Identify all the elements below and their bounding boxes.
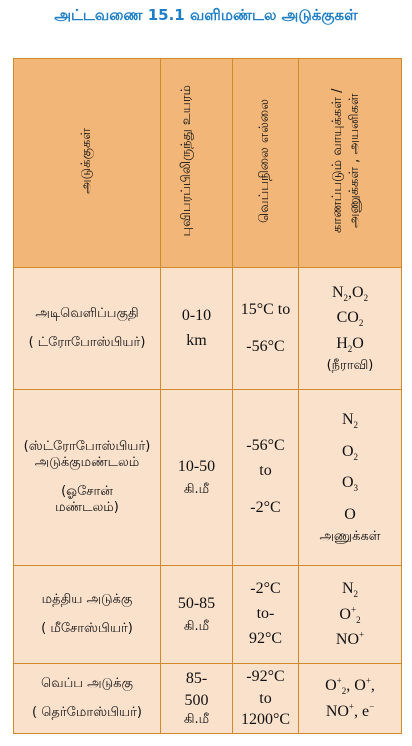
altitude-cell: 0-10 km (161, 268, 233, 390)
gas-formula: $N_2$ (341, 580, 359, 600)
altitude-cell: 85- 500 கி.மீ (161, 664, 233, 734)
gas-note: அணுக்கள் (319, 529, 381, 545)
header-row (14, 59, 402, 268)
gas-formula: $O_2$ (341, 442, 359, 462)
gas-formula: $O^+_2$ (339, 604, 361, 625)
table-title: அட்டவணை 15.1 வளிமண்டல அடுக்குகள் (54, 6, 358, 24)
gas-formula: $N_2,O_2$ (331, 283, 369, 303)
table-row (14, 664, 402, 734)
temperature-cell: -56°C to -2°C (233, 390, 299, 566)
gas-formula: $O^+_2$, O+, (325, 675, 375, 697)
header-gases: காணப்படும் வாயுக்கள் / அணுக்கள் , அயனிகள் (299, 59, 402, 268)
header-temperature: வெப்பநிலை எல்லை (233, 59, 299, 268)
gas-formula: $H_2O$ (336, 334, 364, 355)
temperature-cell: -2°C to- 92°C (233, 566, 299, 664)
header-layers: அடுக்குகள் (14, 59, 161, 268)
gas-formula: $N_2$ (341, 410, 359, 431)
table-row (14, 566, 402, 664)
altitude-cell: 10-50 கி.மீ (161, 390, 233, 566)
gases-cell (299, 268, 402, 390)
temperature-cell: 15°C to -56°C (233, 268, 299, 390)
layer-cell: அடிவெளிப்பகுதி ( ட்ரோபோஸ்பியர்) (14, 268, 161, 390)
altitude-cell: 50-85 கி.மீ (161, 566, 233, 664)
gas-formula: $O_3$ (341, 474, 359, 494)
atmosphere-layers-table (13, 58, 402, 734)
gases-cell (299, 664, 402, 734)
gas-formula: $CO_2$ (336, 309, 364, 329)
table-row (14, 390, 402, 566)
layer-cell: (ஸ்ட்ரோபோஸ்பியர்) அடுக்குமண்டலம் (ஓசோன் மண்டலம்) (14, 390, 161, 566)
gas-formula: NO+, e− (325, 701, 375, 720)
gas-note: (நீராவி) (326, 358, 374, 374)
layer-cell: வெப்ப அடுக்கு ( தெர்மோஸ்பியர்) (14, 664, 161, 734)
header-altitude: புவிபரப்பிலிருந்து உயரம் (161, 59, 233, 268)
gases-cell (299, 390, 402, 566)
temperature-cell: -92°C to 1200°C (233, 664, 299, 734)
gases-cell (299, 566, 402, 664)
table-row (14, 268, 402, 390)
gas-formula: NO+ (335, 629, 365, 649)
gas-formula: O (344, 505, 356, 523)
layer-cell: மத்திய அடுக்கு ( மீசோஸ்பியர்) (14, 566, 161, 664)
